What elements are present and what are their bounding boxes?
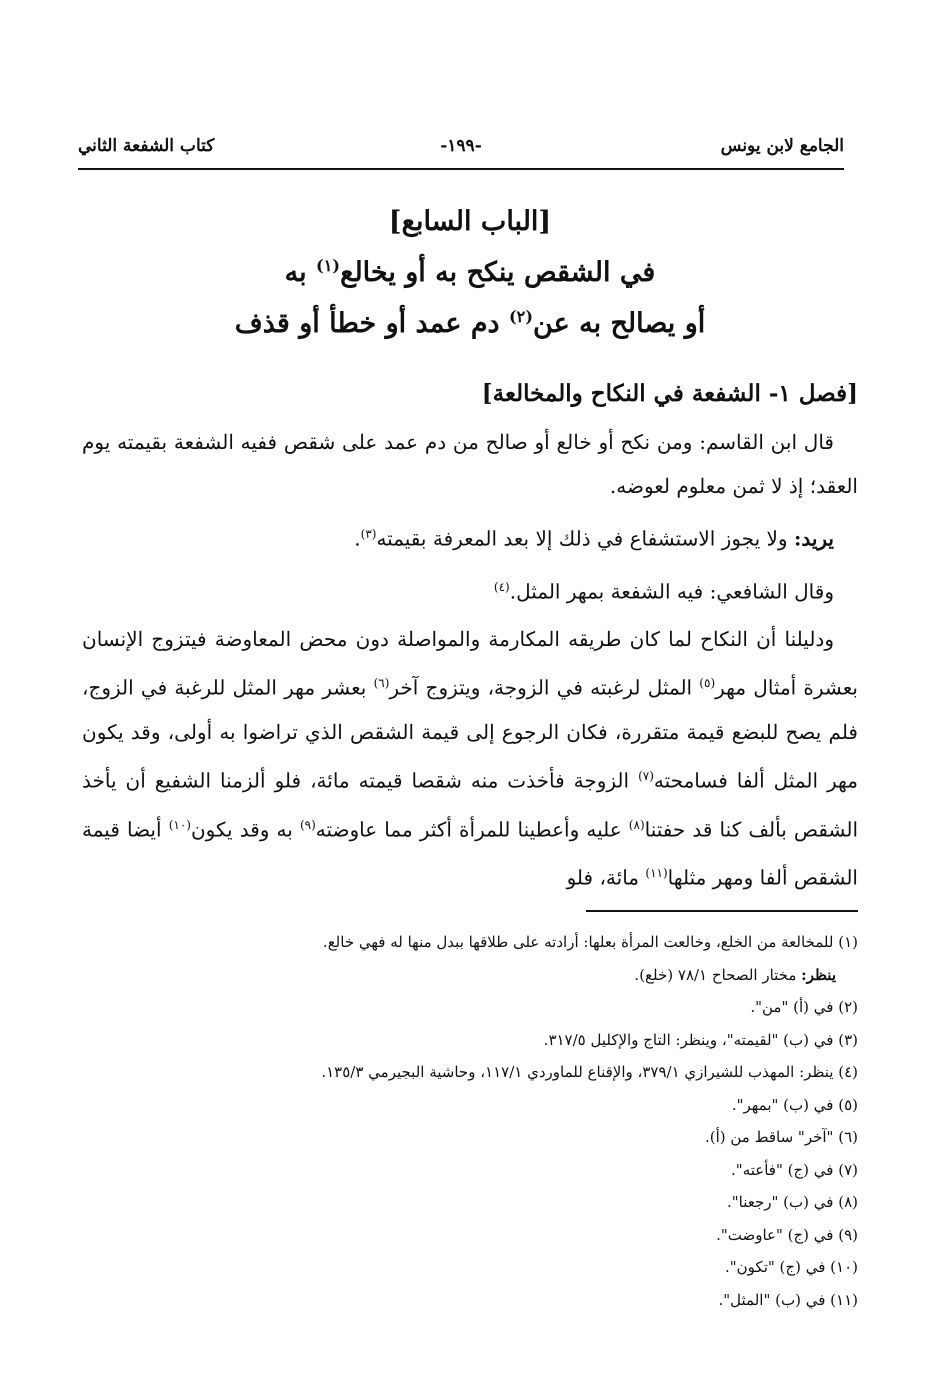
footnote-ref[interactable]: (٤) [493, 579, 510, 594]
paragraph [82, 565, 858, 614]
paragraph-text: المثل لرغبته في الزوجة، ويتزوج آخر [389, 675, 700, 700]
footnote-5: (٥) في (ب) "بمهر". [731, 1095, 858, 1114]
footnote-ref[interactable]: (٩) [299, 817, 316, 832]
footnote-ref[interactable]: (١١) [645, 866, 668, 881]
footnote-9: (٩) في (ج) "عاوضت". [716, 1225, 858, 1244]
paragraph-text: الزوجة فأخذت منه شقصا قيمته مائة، فلو ألزمنا الشفيع أن يأخذ الشقص بألف كنا قد حفتنا [82, 768, 859, 842]
footnote-ref[interactable]: (١) [316, 256, 341, 275]
footnote-1: (١) للمخالعة من الخلع، وخالعت المرأة بعلها: أرادته على طلاقها ببدل منها له فهي خالع. [322, 933, 858, 951]
page-number: -١٩٩- [440, 136, 482, 156]
chapter-number: [الباب السابع] [388, 206, 552, 237]
paragraph-text: عليه وأعطينا للمرأة أكثر مما عاوضته [315, 817, 629, 842]
paragraph-label: يريد: [793, 526, 834, 551]
header-book-title: الجامع لابن يونس [720, 136, 844, 156]
footnote-1-source [82, 959, 858, 992]
paragraph-text: ودليلنا أن النكاح لما كان طريقه المكارمة والمواصلة دون محض المعاوضة فيتزوج الإنسان بعشرة أمثال مهر [82, 627, 858, 700]
footnote-3: (٣) في (ب) "لقيمته"، وينظر: التاج والإكليل ٣١٧/٥. [543, 1030, 858, 1049]
chapter-title [160, 200, 780, 346]
footnote-8: (٨) في (ب) "رجعنا". [727, 1193, 858, 1211]
paragraph [82, 512, 858, 561]
paragraph-text: مائة، فلو [566, 865, 646, 890]
footnote-ref[interactable]: (٦) [373, 676, 390, 691]
footnote-ref[interactable]: (١٠) [168, 817, 191, 832]
paragraph-text: وقال الشافعي: فيه الشفعة بمهر المثل. [509, 579, 834, 604]
paragraph-text: به وقد يكون [190, 817, 300, 842]
paragraph [82, 617, 858, 900]
body-text [82, 420, 858, 904]
footnote-2: (٢) في (أ) "من". [750, 998, 858, 1016]
footnote-ref[interactable]: (٣) [360, 527, 377, 541]
paragraph-text: بعشر مهر المثل للرغبة في الزوج، فلم يصح للبضع قيمة متقررة، فكان الرجوع إلى قيمة الشقص الذي تراضوا به أولى، وقد يكون مهر المثل ألفا فسامحته [82, 675, 858, 793]
paragraph-text: ولا يجوز الاستشفاع في ذلك إلا بعد المعرفة بقيمته [376, 526, 794, 551]
chapter-title-line-3 [160, 295, 780, 346]
footnote-divider [586, 910, 858, 912]
paragraph-text: . [354, 526, 361, 551]
title-text: في الشقص ينكح به أو يخالع [340, 257, 656, 288]
paragraph: قال ابن القاسم: ومن نكح أو خالع أو صالح من دم عمد على شقص ففيه الشفعة بقيمته يوم العقد؛ إذ لا ثمن معلوم لعوضه. [82, 430, 858, 498]
footnote-4: (٤) ينظر: المهذب للشيرازي ٣٧٩/١، والإقناع للماوردي ١١٧/١، وحاشية البجيرمي ١٣٥/٣. [321, 1063, 858, 1081]
footnote-6: (٦) "آخر" ساقط من (أ). [704, 1128, 858, 1146]
footnote-7: (٧) في (ج) "فأعته". [731, 1160, 858, 1179]
footnote-label: ينظر: [801, 965, 836, 984]
title-text: به [284, 257, 317, 288]
title-text: أو يصالح به عن [533, 308, 706, 339]
footnote-ref[interactable]: (٧) [638, 768, 654, 783]
footnote-ref[interactable]: (٨) [628, 817, 645, 832]
chapter-title-line-2 [160, 244, 780, 295]
footnotes [82, 926, 858, 1316]
paragraph-text: أيضا قيمة الشقص ألفا ومهر مثلها [82, 817, 858, 890]
footnote-ref[interactable]: (٥) [699, 676, 716, 691]
header-divider [78, 168, 844, 170]
footnote-ref[interactable]: (٢) [508, 307, 534, 326]
running-header [78, 136, 844, 166]
footnote-11: (١١) في (ب) "المثل". [718, 1290, 858, 1309]
header-chapter-title: كتاب الشفعة الثاني [78, 136, 215, 156]
title-text: دم عمد أو خطأ أو قذف [234, 308, 509, 339]
footnote-10: (١٠) في (ج) "تكون". [725, 1258, 858, 1276]
footnote-text: مختار الصحاح ٧٨/١ (خلع). [634, 965, 802, 984]
section-heading: [فصل ١- الشفعة في النكاح والمخالعة] [481, 380, 858, 407]
